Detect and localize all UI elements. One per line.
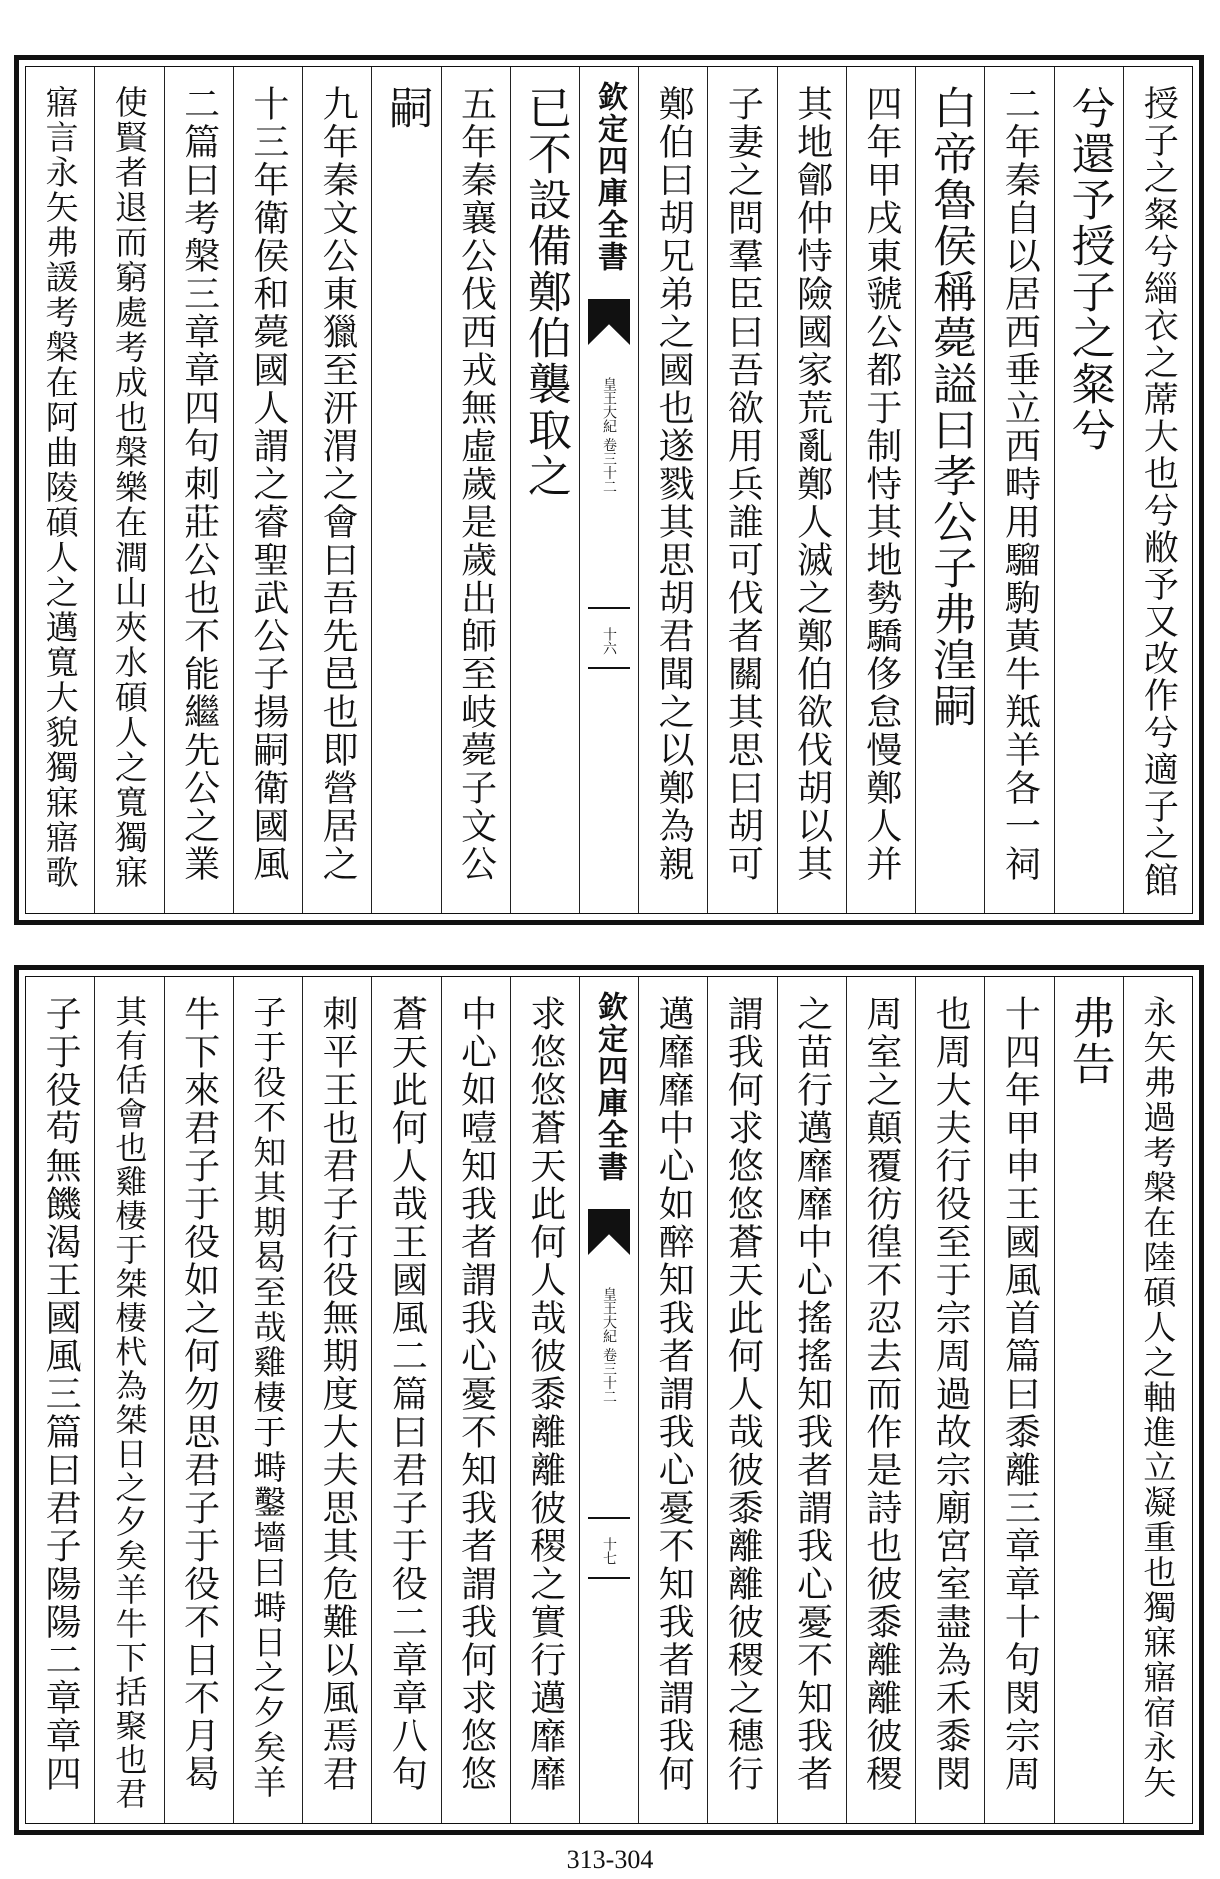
text-column (1123, 977, 1192, 1823)
text-column (707, 67, 776, 913)
section-label: 皇王大紀 卷三十二 (601, 1287, 617, 1404)
column-text: 求悠悠蒼天此何人哉彼黍離離彼稷之實行邁靡靡 (524, 995, 566, 1793)
text-column (915, 977, 984, 1823)
text-column (371, 977, 440, 1823)
divider (588, 1577, 630, 1579)
text-column (233, 977, 302, 1823)
column-text: 九年秦文公東獵至汧渭之會曰吾先邑也即營居之 (317, 85, 359, 883)
column-text: 邁靡靡中心如醉知我者謂我心憂不知我者謂我何 (653, 995, 695, 1793)
column-text: 子妻之問羣臣曰吾欲用兵誰可伐者關其思曰胡可 (722, 85, 764, 883)
text-column (371, 67, 440, 913)
column-text: 嗣 (381, 85, 433, 131)
text-column (302, 977, 371, 1823)
text-column (302, 67, 371, 913)
folio-number: 十七 (601, 1537, 617, 1565)
divider (588, 667, 630, 669)
book-title: 欽定四庫全書 (592, 991, 627, 1183)
text-column (707, 977, 776, 1823)
top-page-columns (26, 67, 1192, 913)
column-text: 蒼天此何人哉王國風二篇曰君子于役二章章八句 (386, 995, 428, 1793)
text-column (638, 67, 707, 913)
bottom-page-frame (25, 976, 1193, 1824)
text-column (1054, 977, 1123, 1823)
bottom-page (14, 965, 1204, 1835)
column-text: 二年秦自以居西垂立西畤用騮駒黃牛羝羊各一祠 (999, 85, 1041, 883)
page-number-footer: 313-304 (566, 1845, 654, 1874)
text-column (1123, 67, 1192, 913)
top-page (14, 55, 1204, 925)
text-column (1054, 67, 1123, 913)
fish-tail-mark (588, 1209, 630, 1255)
column-text: 十三年衛侯和薨國人謂之睿聖武公子揚嗣衛國風 (247, 85, 289, 883)
column-text: 永矢弗過考槃在陸碩人之軸進立凝重也獨寐寤宿永矢 (1138, 995, 1178, 1800)
column-text: 白帝魯侯稱薨謚曰孝公子弗湟嗣 (925, 85, 977, 729)
column-text: 四年甲戌東虢公都于制恃其地勢驕侈怠慢鄭人并 (860, 85, 902, 883)
center-fold (579, 67, 638, 913)
text-column (984, 977, 1053, 1823)
column-text: 中心如噎知我者謂我心憂不知我者謂我何求悠悠 (455, 995, 497, 1793)
column-text: 寤言永矢弗諼考槃在阿曲陵碩人之邁寬大貌獨寐寤歌 (40, 85, 80, 890)
column-text: 已不設備鄭伯襲取之 (519, 85, 571, 499)
top-page-frame (25, 66, 1193, 914)
column-text: 也周大夫行役至于宗周過故宗廟宮室盡為禾黍閔 (930, 995, 972, 1793)
section-label: 皇王大紀 卷三十二 (601, 377, 617, 494)
text-column (777, 67, 846, 913)
text-column (638, 977, 707, 1823)
column-text: 鄭伯曰胡兄弟之國也遂戮其思胡君聞之以鄭為親 (653, 85, 695, 883)
column-text: 其有佸會也雞棲于桀棲杙為桀日之夕矣羊牛下括聚也君 (110, 995, 149, 1811)
text-column (164, 977, 233, 1823)
divider (588, 1517, 630, 1519)
text-column (441, 977, 510, 1823)
column-text: 刺平王也君子行役無期度大夫思其危難以風焉君 (317, 995, 359, 1793)
column-text: 兮還予授子之粲兮 (1063, 85, 1115, 453)
column-text: 子于役不知其期曷至哉雞棲于塒鑿墻曰塒日之夕矣羊 (248, 995, 288, 1800)
column-text: 牛下來君子于役如之何勿思君子于役不日不月曷 (178, 995, 220, 1793)
column-text: 子于役苟無饑渴王國風三篇曰君子陽陽二章章四 (40, 995, 82, 1793)
text-column (94, 67, 163, 913)
text-column (846, 67, 915, 913)
text-column (777, 977, 846, 1823)
column-text: 授子之粲兮緇衣之蓆大也兮敝予又改作兮適子之館 (1138, 85, 1179, 899)
text-column (984, 67, 1053, 913)
divider (588, 607, 630, 609)
text-column (510, 977, 579, 1823)
text-column (26, 67, 94, 913)
column-text: 十四年甲申王國風首篇曰黍離三章章十句閔宗周 (999, 995, 1041, 1793)
center-fold (579, 977, 638, 1823)
text-column (915, 67, 984, 913)
column-text: 之苗行邁靡靡中心搖搖知我者謂我心憂不知我者 (791, 995, 833, 1793)
bottom-page-columns (26, 977, 1192, 1823)
text-column (846, 977, 915, 1823)
column-text: 其地鄶仲恃險國家荒亂鄭人滅之鄭伯欲伐胡以其 (791, 85, 833, 883)
text-column (26, 977, 94, 1823)
text-column (510, 67, 579, 913)
column-text: 五年秦襄公伐西戎無虛歲是歲出師至岐薨子文公 (455, 85, 497, 883)
folio-number: 十六 (601, 627, 617, 655)
column-text: 周室之顛覆彷徨不忍去而作是詩也彼黍離離彼稷 (860, 995, 902, 1793)
text-column (441, 67, 510, 913)
text-column (94, 977, 163, 1823)
column-text: 二篇曰考槃三章章四句刺莊公也不能繼先公之業 (178, 85, 220, 883)
column-text: 弗告 (1063, 995, 1115, 1087)
column-text: 使賢者退而窮處考成也槃樂在澗山夾水碩人之寬獨寐 (109, 85, 149, 890)
text-column (233, 67, 302, 913)
book-title: 欽定四庫全書 (592, 81, 627, 273)
fish-tail-mark (588, 299, 630, 345)
column-text: 謂我何求悠悠蒼天此何人哉彼黍離離彼稷之穗行 (722, 995, 764, 1793)
text-column (164, 67, 233, 913)
